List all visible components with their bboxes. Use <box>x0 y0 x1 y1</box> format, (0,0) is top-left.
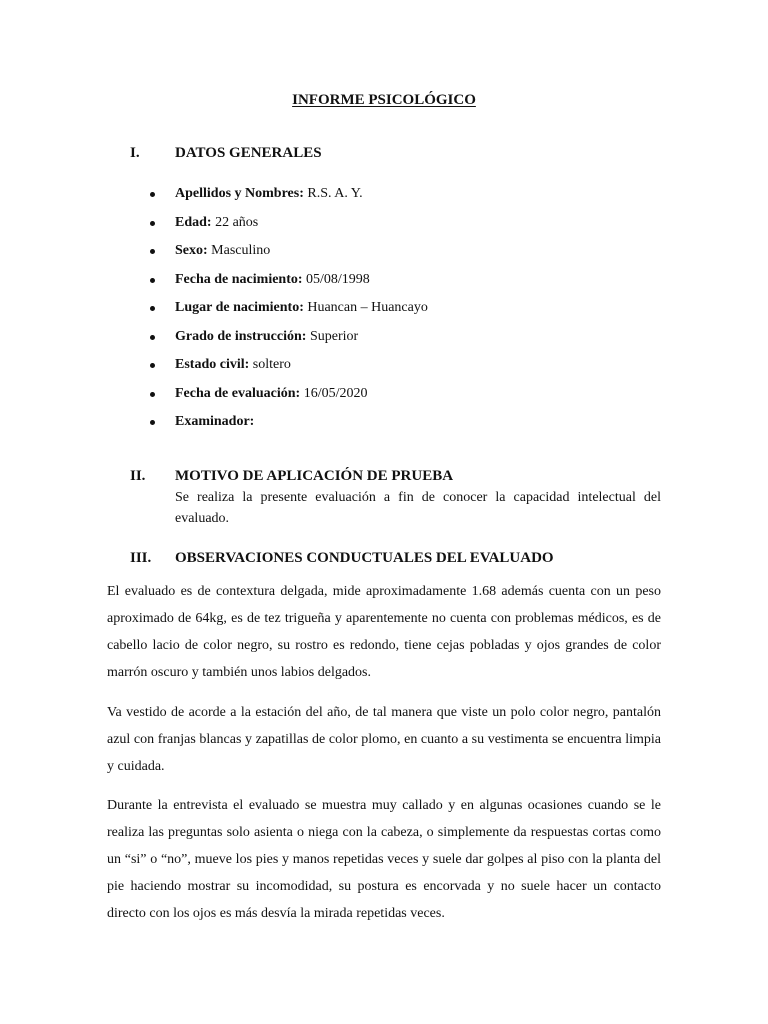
item-value: 05/08/1998 <box>306 271 370 287</box>
item-label: Fecha de nacimiento: <box>175 271 303 287</box>
section-observaciones-number: III. <box>130 550 152 566</box>
observaciones-paragraph-3: Durante la entrevista el evaluado se muestra muy callado y en algunas ocasiones cuando se le realiza las preguntas solo asienta o niega con la cabeza, o simplemente da respuestas cortas como un “si” o “no”, mueve los pies y manos repetidas veces y suele dar golpes al piso con la planta del pie haciendo mostrar su incomodidad, su postura es encorvada y no suele hacer un contacto directo con los ojos es más desvía la mirada repetidas veces. <box>107 798 661 921</box>
item-label: Lugar de nacimiento: <box>175 300 304 315</box>
section-motivo-title: MOTIVO DE APLICACIÓN DE PRUEBA <box>175 468 454 484</box>
item-value: soltero <box>252 357 291 372</box>
item-value: 16/05/2020 <box>303 385 368 401</box>
section-datos-header <box>0 144 768 162</box>
item-label: Edad: <box>175 214 212 230</box>
bullet-icon <box>150 249 155 254</box>
section-observaciones-title: OBSERVACIONES CONDUCTUALES DEL EVALUADO <box>175 550 554 566</box>
item-label: Estado civil: <box>175 357 250 372</box>
bullet-icon <box>150 363 155 368</box>
item-label: Fecha de evaluación: <box>175 385 301 401</box>
item-label: Grado de instrucción: <box>175 328 307 344</box>
bullet-icon <box>150 392 155 397</box>
section-datos-title: DATOS GENERALES <box>175 145 322 161</box>
item-value: R.S. A. Y. <box>307 186 363 201</box>
section-observaciones-header <box>0 549 768 567</box>
bullet-icon <box>150 306 155 311</box>
bullet-icon <box>150 335 155 340</box>
bullet-icon <box>150 278 155 283</box>
section-motivo-number: II. <box>130 468 146 484</box>
item-value: 22 años <box>215 214 259 230</box>
item-value: Masculino <box>211 243 271 258</box>
observaciones-paragraph-2: Va vestido de acorde a la estación del año, de tal manera que viste un polo color negro, pantalón azul con franjas blancas y zapatillas de color plomo, en cuanto a su vestimenta se encuentra limpia y cuidada. <box>107 705 661 774</box>
item-value: Superior <box>309 328 359 344</box>
item-label: Examinador: <box>175 414 255 429</box>
section-datos-number: I. <box>130 145 140 161</box>
observaciones-paragraph-1: El evaluado es de contextura delgada, mide aproximadamente 1.68 además cuenta con un peso aproximado de 64kg, es de tez trigueña y aparentemente no cuenta con problemas médicos, es de cabello lacio de color negro, su rostro es redondo, tiene cejas pobladas y ojos grandes de color marrón oscuro y también unos labios delgados. <box>107 584 661 680</box>
bullet-icon <box>150 192 155 197</box>
bullet-icon <box>150 420 155 425</box>
item-value: Huancan – Huancayo <box>307 300 428 315</box>
motivo-text: Se realiza la presente evaluación a fin de conocer la capacidad intelectual del evaluado. <box>175 490 661 526</box>
bullet-icon <box>150 221 155 226</box>
section-motivo-header <box>0 467 768 485</box>
item-label: Sexo: <box>175 243 208 258</box>
item-label: Apellidos y Nombres: <box>175 186 304 201</box>
document-title: INFORME PSICOLÓGICO <box>292 92 476 108</box>
